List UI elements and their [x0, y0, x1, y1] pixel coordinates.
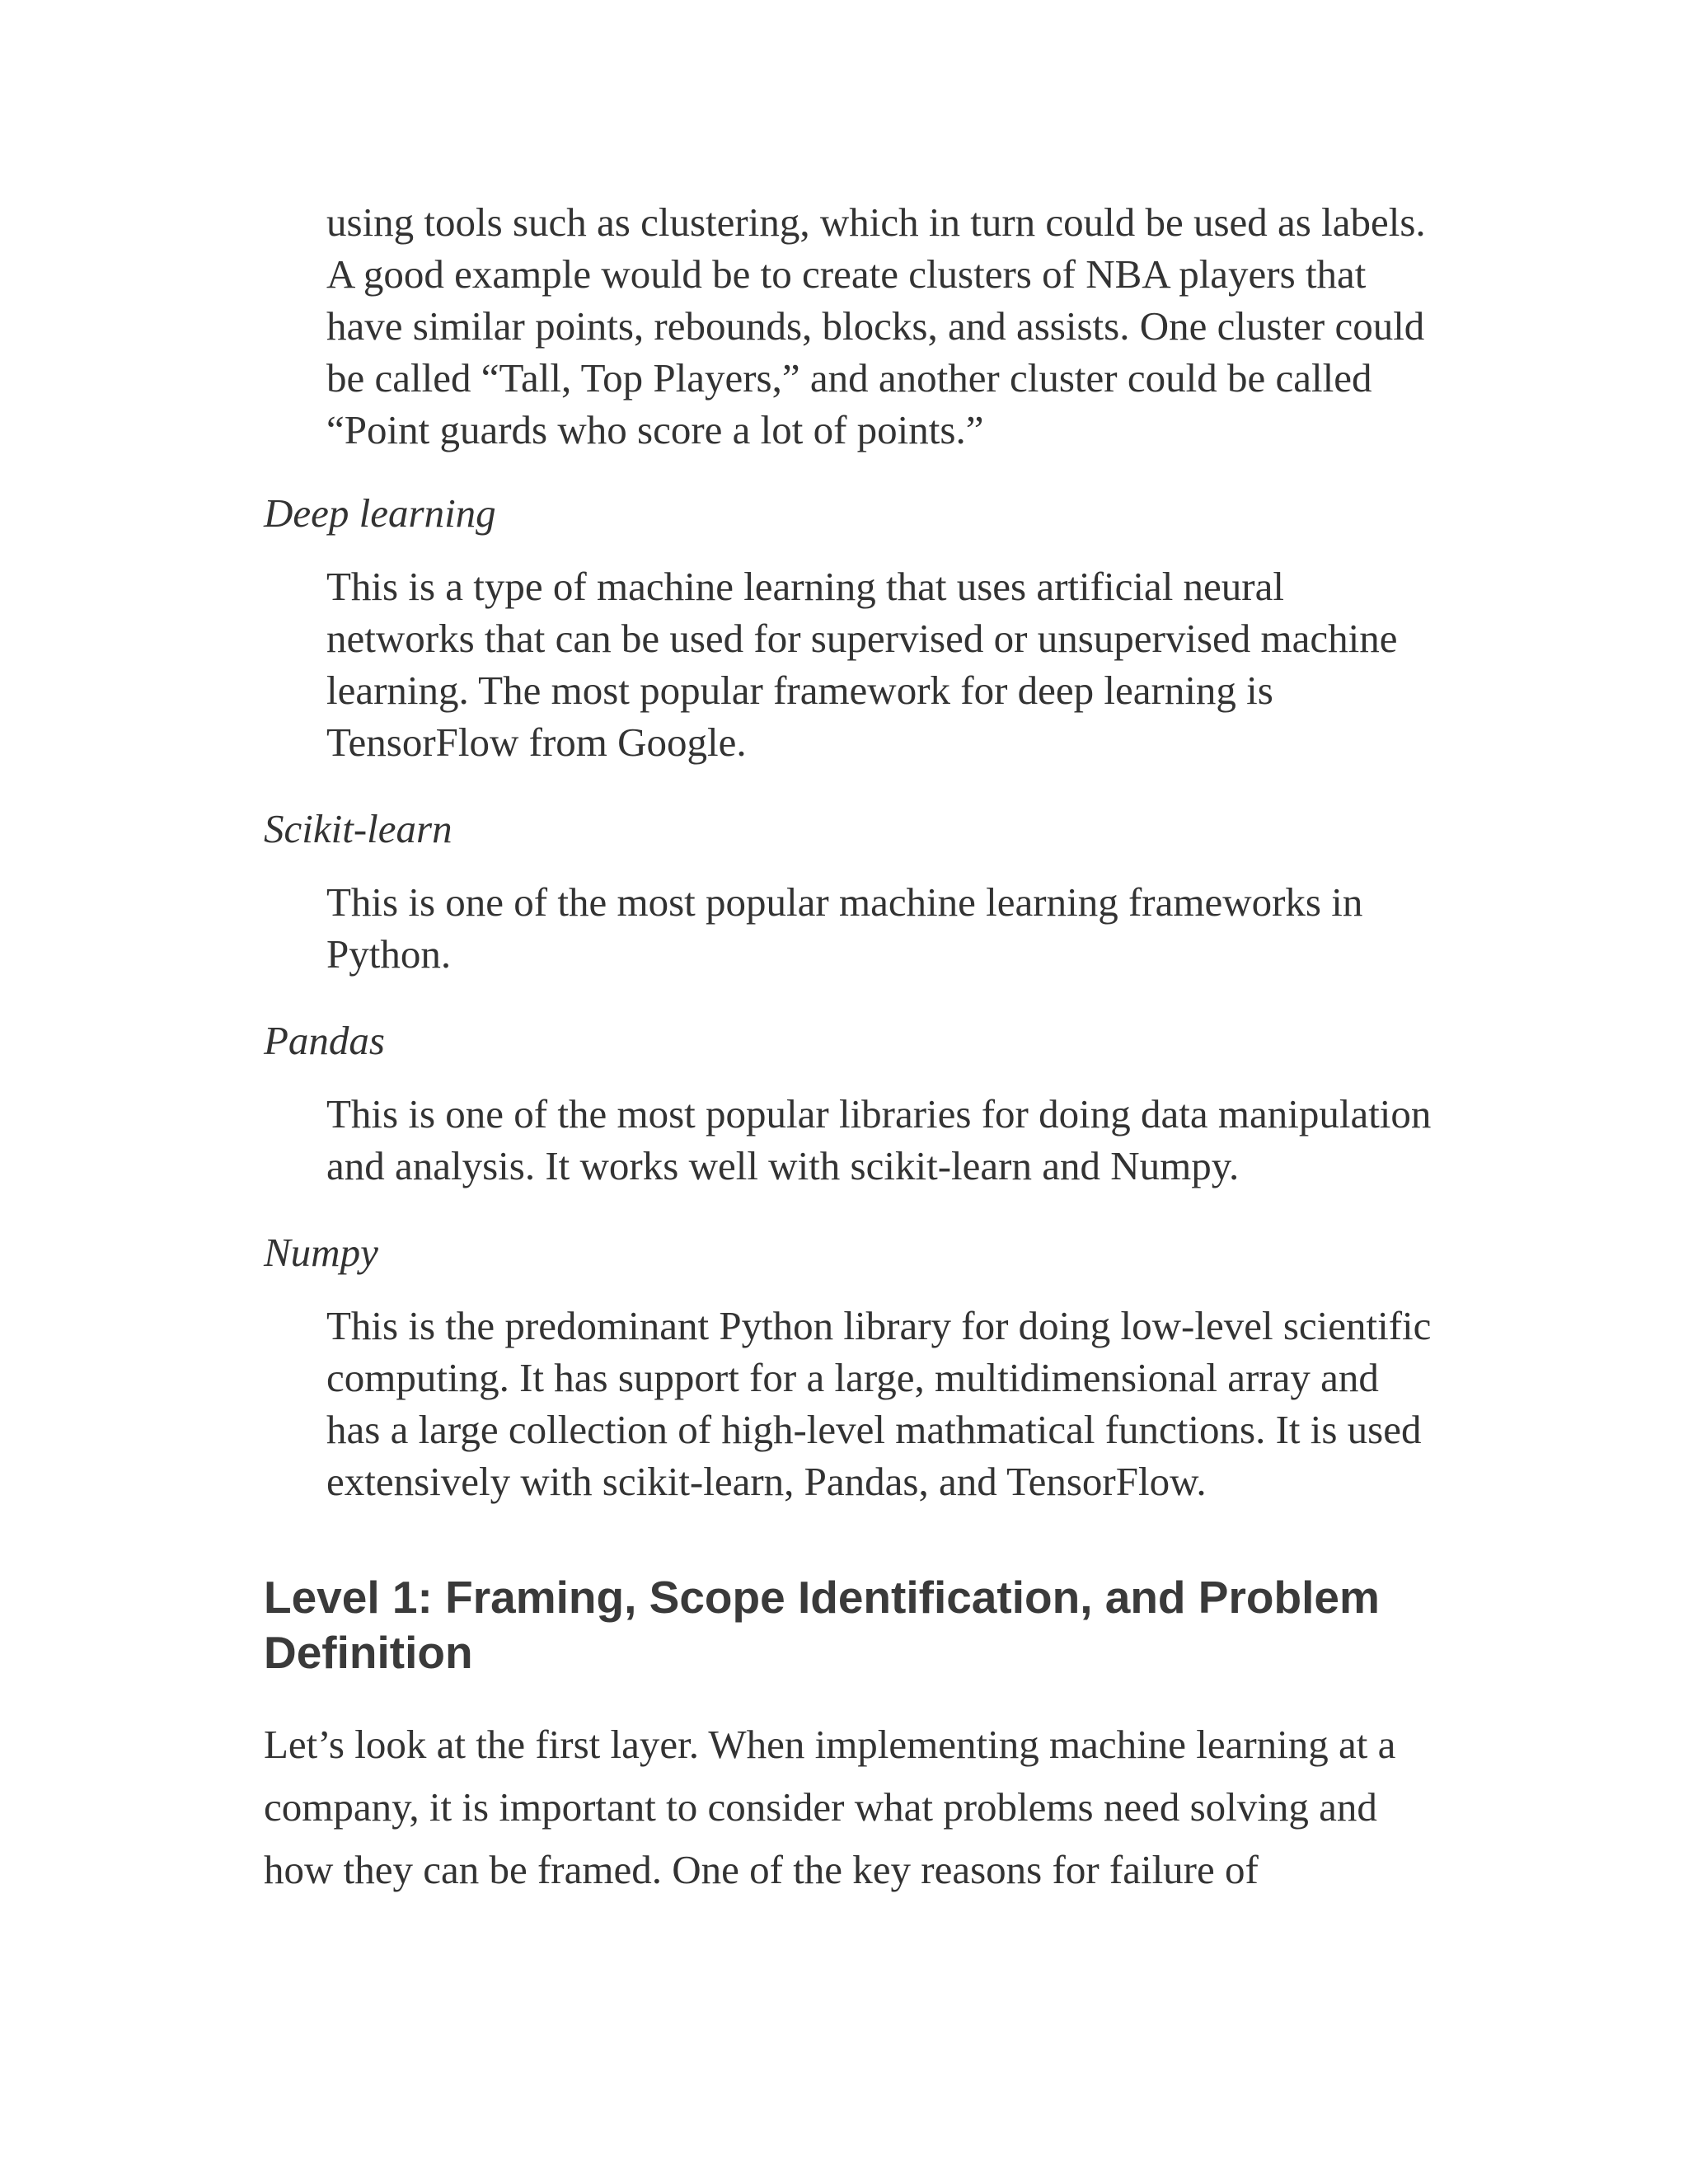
section-paragraph: Let’s look at the first layer. When implementing machine learning at a company, it is important to consider what problems need solving and how they can be framed. One of the key reasons for failure of: [264, 1722, 1396, 1892]
continuation-paragraph: using tools such as clustering, which in turn could be used as labels. A good example would be to create clusters of NBA players that have similar points, rebounds, blocks, and assists. One cluster could be called “Tall, Top Players,” and another cluster could be called “Point guards who score a lot of points.”: [326, 199, 1426, 452]
term-pandas: Pandas: [264, 1018, 385, 1063]
definition-scikit-learn: This is one of the most popular machine learning frameworks in Python.: [326, 879, 1363, 977]
section-heading: Level 1: Framing, Scope Identification, and Problem Definition: [264, 1572, 1380, 1678]
definition-numpy: This is the predominant Python library for doing low-level scientific computing. It has support for a large, multidimensional array and has a large collection of high-level mathmatical functions. It is used extensively with scikit-learn, Pandas, and TensorFlow.: [326, 1303, 1432, 1504]
term-numpy: Numpy: [264, 1230, 378, 1275]
definition-deep-learning: This is a type of machine learning that uses artificial neural networks that can be used for supervised or unsupervised machine learning. The most popular framework for deep learning is TensorFlow from Google.: [326, 564, 1398, 765]
term-scikit-learn: Scikit-learn: [264, 806, 452, 851]
page-content: [264, 196, 1434, 1901]
definition-pandas: This is one of the most popular libraries for doing data manipulation and analysis. It works well with scikit-learn and Numpy.: [326, 1091, 1432, 1188]
term-deep-learning: Deep learning: [264, 490, 496, 536]
